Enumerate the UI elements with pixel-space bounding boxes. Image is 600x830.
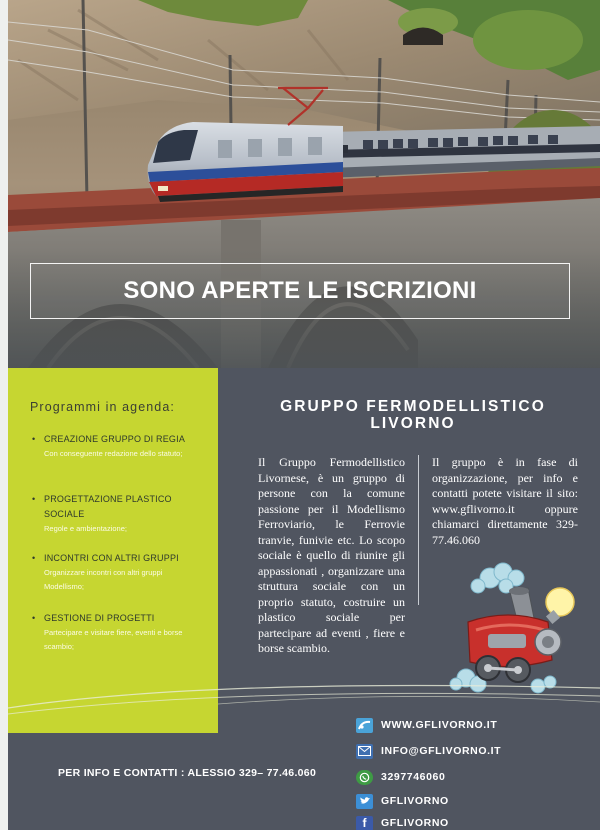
whatsapp-link[interactable] <box>356 768 445 786</box>
agenda-item-title: • INCONTRI CON ALTRI GRUPPI <box>32 551 202 566</box>
agenda-item-title: • PROGETTAZIONE PLASTICO SOCIALE <box>32 492 202 522</box>
whatsapp-text: 3297746060 <box>381 771 446 783</box>
agenda-item-detail: Con conseguente redazione dello statuto; <box>44 449 183 458</box>
twitter-icon <box>356 794 373 809</box>
agenda-item-detail: Organizzare incontri con altri gruppi Modellismo; <box>44 568 163 591</box>
decorative-swoosh <box>8 660 600 720</box>
contact-info: PER INFO E CONTATTI : ALESSIO 329– 77.46.060 <box>58 767 317 779</box>
email-text: INFO@GFLIVORNO.IT <box>381 745 502 757</box>
facebook-link[interactable] <box>356 814 449 830</box>
facebook-icon: f <box>356 816 373 830</box>
agenda-item <box>32 551 202 594</box>
agenda-item-title: • GESTIONE DI PROGETTI <box>32 611 202 626</box>
facebook-text: GFLIVORNO <box>381 817 449 829</box>
group-title: GRUPPO FERMODELLISTICO LIVORNO <box>280 398 546 432</box>
website-link[interactable] <box>356 716 497 734</box>
email-link[interactable] <box>356 742 501 760</box>
whatsapp-icon <box>356 770 373 785</box>
agenda-item <box>32 492 202 536</box>
group-description: Il Gruppo Fermodellistico Livornese, è un gruppo di persone con la comune passione per il Modellismo Ferroviario, le Ferrovie tranvie, funivie etc. Lo scopo sociale è quello di riunire gli appassionati , organizzare una struttura sociale con un proprio statuto, costruire un plastico sociale per partecipare ad eventi , fiere e borse scambio. <box>258 455 405 655</box>
agenda-title: Programmi in agenda: <box>30 400 175 414</box>
website-text: WWW.GFLIVORNO.IT <box>381 719 498 731</box>
twitter-link[interactable] <box>356 792 449 810</box>
agenda-item <box>32 611 202 654</box>
agenda-item <box>32 432 202 461</box>
group-contact-text: Il gruppo è in fase di organizzazione, per info e contatti potete visitare il sito: www.gflivorno.it oppure chiamarci direttamente 329-77.46.060 <box>432 455 578 547</box>
web-icon <box>356 718 373 733</box>
email-icon <box>356 744 373 759</box>
train-photo <box>8 0 600 368</box>
agenda-item-detail: Partecipare e visitare fiere, eventi e borse scambio; <box>44 628 183 651</box>
twitter-text: GFLIVORNO <box>381 795 449 807</box>
agenda-item-detail: Regole e ambientazione; <box>44 524 127 533</box>
column-divider <box>418 455 419 605</box>
enrollment-banner: SONO APERTE LE ISCRIZIONI <box>30 263 570 319</box>
agenda-item-title: • CREAZIONE GRUPPO DI REGIA <box>32 432 202 447</box>
